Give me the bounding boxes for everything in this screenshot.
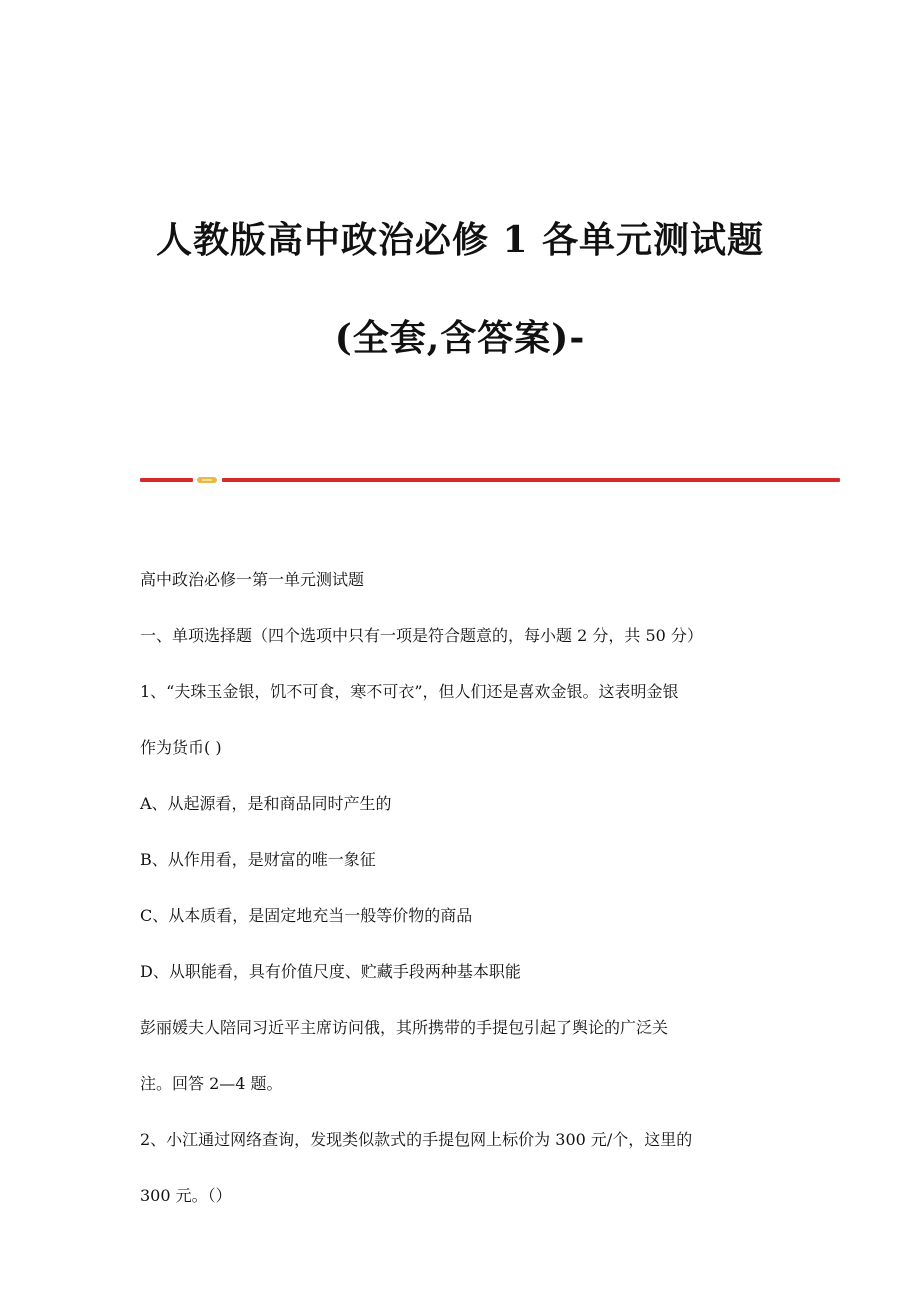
passage-line-2: 注。回答 2—4 题。 [140, 1074, 283, 1093]
title-divider [140, 477, 840, 483]
question-1-option-d: D、从职能看，具有价值尺度、贮藏手段两种基本职能 [140, 962, 521, 981]
question-2-line-2: 300 元。（） [140, 1186, 232, 1205]
question-1-option-b: B、从作用看，是财富的唯一象征 [140, 850, 376, 869]
passage-line-1: 彭丽媛夫人陪同习近平主席访问俄，其所携带的手提包引起了舆论的广泛关 [140, 1018, 669, 1037]
document-title-line-2: (全套,含答案)- [334, 317, 586, 359]
question-1-line-2: 作为货币( ) [140, 738, 222, 757]
question-2-line-1: 2、小江通过网络查询，发现类似款式的手提包网上标价为 300 元/个，这里的 [140, 1130, 693, 1149]
question-1-line-1: 1、“夫珠玉金银，饥不可食，寒不可衣”，但人们还是喜欢金银。这表明金银 [140, 682, 679, 701]
divider-ornament-icon [197, 477, 217, 483]
document-title-line-1: 人教版高中政治必修 1 各单元测试题 [155, 219, 765, 261]
question-1-option-a: A、从起源看，是和商品同时产生的 [140, 794, 392, 813]
part-heading: 一、单项选择题（四个选项中只有一项是符合题意的，每小题 2 分，共 50 分） [140, 626, 703, 645]
document-body [140, 566, 790, 1210]
question-1-option-c: C、从本质看，是固定地充当一般等价物的商品 [140, 906, 473, 925]
section-heading: 高中政治必修一第一单元测试题 [140, 570, 365, 589]
divider-right-segment [222, 478, 840, 482]
divider-left-segment [140, 478, 193, 482]
